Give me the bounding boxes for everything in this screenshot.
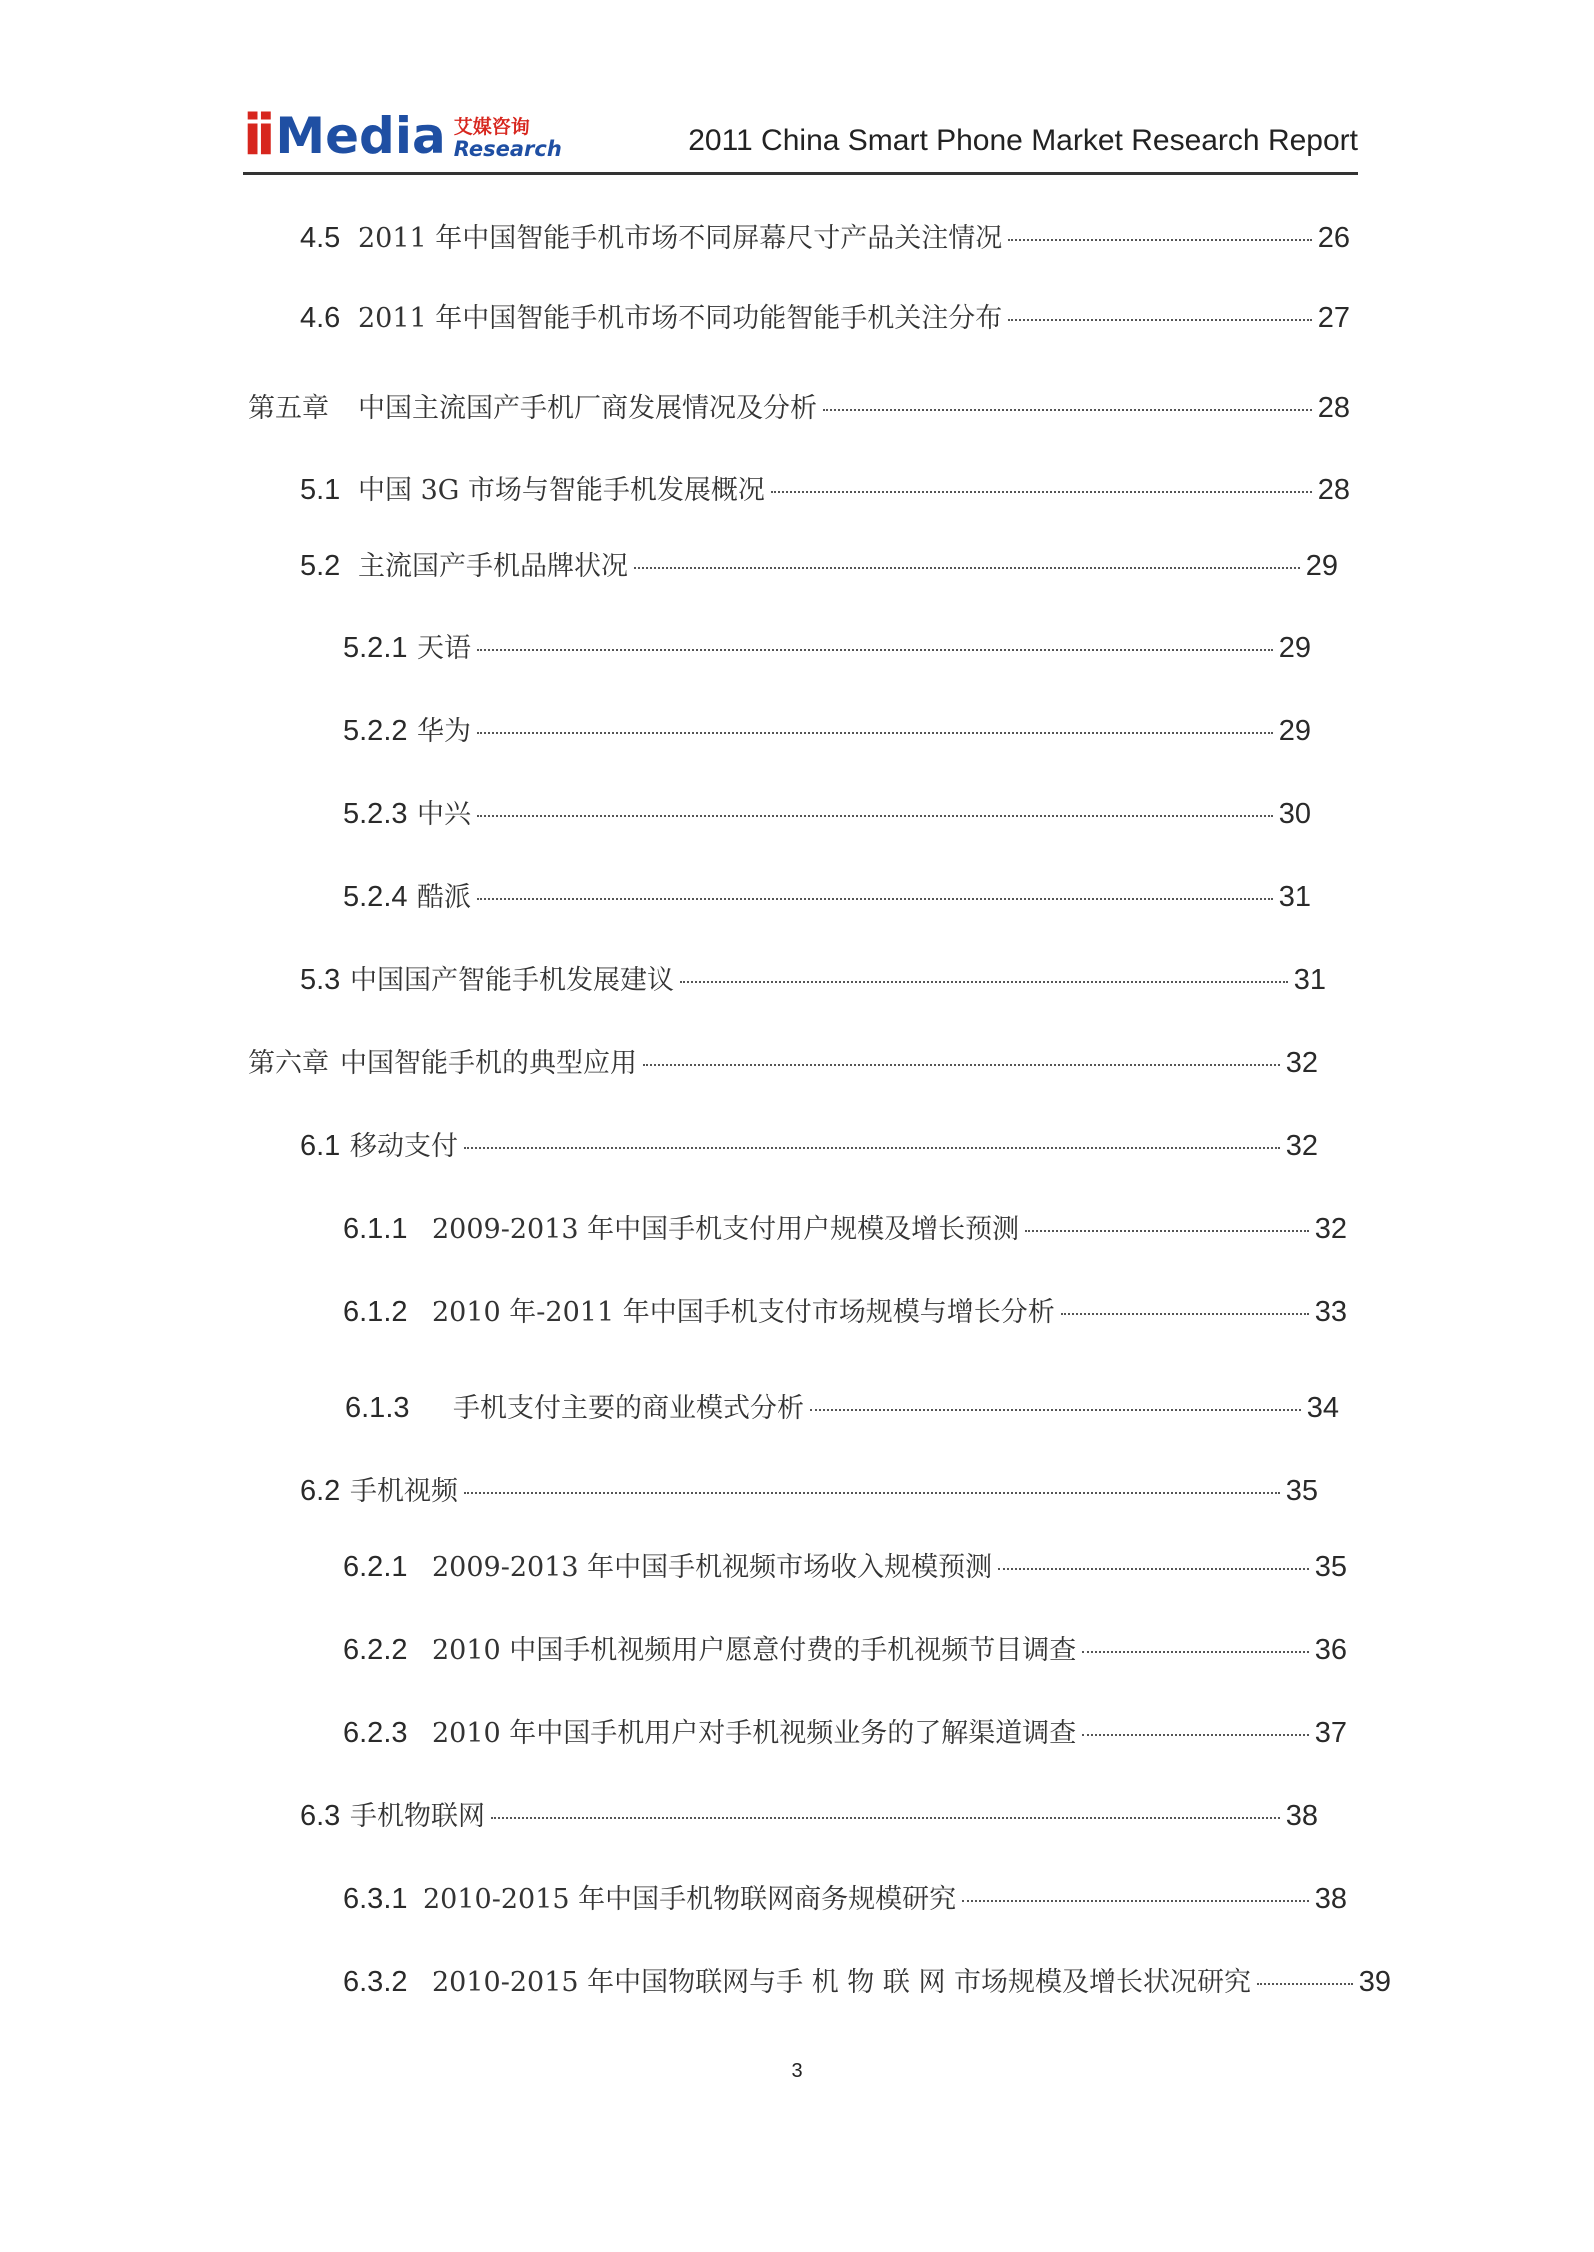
toc-leader [1257, 1982, 1353, 1985]
toc-entry[interactable] [300, 1471, 1318, 1512]
toc-entry[interactable] [248, 1043, 1318, 1084]
toc-entry-title: 华为 [417, 716, 471, 747]
toc-entry[interactable] [343, 628, 1311, 669]
toc-leader [491, 1816, 1280, 1819]
toc-entry-page: 32 [1314, 1213, 1347, 1245]
toc-entry-number: 5.1 [300, 474, 341, 506]
toc-entry-title: 2010-2015 年中国物联网与手 机 物 联 网 市场规模及增长状况研究 [432, 1967, 1252, 1998]
toc-entry[interactable] [300, 298, 1350, 339]
toc-entry-page: 32 [1285, 1047, 1318, 1079]
toc-leader [477, 648, 1273, 651]
page-header [243, 96, 1358, 175]
logo-media: Media [275, 107, 446, 165]
toc-entry-page: 29 [1305, 550, 1338, 582]
toc-entry-title: 中国主流国产手机厂商发展情况及分析 [358, 393, 817, 424]
toc-entry-number: 6.3.1 [343, 1883, 408, 1915]
toc-entry-page: 35 [1314, 1551, 1347, 1583]
toc-entry-number: 6.3.2 [343, 1966, 408, 1998]
toc-entry-page: 30 [1278, 798, 1311, 830]
toc-leader [1008, 318, 1311, 321]
toc-entry-page: 26 [1317, 222, 1350, 254]
toc-entry-title: 2011 年中国智能手机市场不同功能智能手机关注分布 [358, 303, 1003, 334]
toc-entry-title: 手机支付主要的商业模式分析 [453, 1393, 804, 1424]
toc-entry-page: 38 [1285, 1800, 1318, 1832]
toc-leader [634, 566, 1300, 569]
toc-entry[interactable] [300, 546, 1338, 587]
logo-research: Research [453, 137, 562, 161]
toc-entry-title: 2010 中国手机视频用户愿意付费的手机视频节目调查 [432, 1635, 1077, 1666]
toc-entry-title: 中国国产智能手机发展建议 [350, 965, 674, 996]
toc-entry[interactable] [300, 1796, 1318, 1837]
toc-entry-page: 37 [1314, 1717, 1347, 1749]
page-number: 3 [791, 2060, 803, 2082]
toc-entry-number: 6.2.3 [343, 1717, 408, 1749]
toc-entry-page: 32 [1285, 1130, 1318, 1162]
toc-entry[interactable] [300, 1126, 1318, 1167]
toc-entry[interactable] [300, 960, 1326, 1001]
toc-entry-page: 27 [1317, 302, 1350, 334]
toc-entry-page: 28 [1317, 392, 1350, 424]
toc-entry[interactable] [343, 877, 1311, 918]
toc-leader [464, 1491, 1280, 1494]
toc-entry-page: 29 [1278, 715, 1311, 747]
toc-entry-number: 6.1.1 [343, 1213, 408, 1245]
toc-entry[interactable] [345, 1388, 1339, 1429]
toc-entry-number: 6.2 [300, 1475, 341, 1507]
toc-entry-title: 主流国产手机品牌状况 [358, 551, 628, 582]
toc-entry[interactable] [343, 1630, 1347, 1671]
toc-entry[interactable] [248, 388, 1350, 429]
toc-leader [477, 814, 1273, 817]
toc-leader [998, 1567, 1309, 1570]
toc-entry-number: 5.2.2 [343, 715, 408, 747]
toc-entry-title: 中兴 [417, 799, 471, 830]
toc-entry-number: 5.2 [300, 550, 341, 582]
toc-entry-number: 6.1.2 [343, 1296, 408, 1328]
toc-entry[interactable] [343, 1879, 1347, 1920]
toc-leader [1082, 1733, 1308, 1736]
toc-entry-title: 中国智能手机的典型应用 [340, 1048, 637, 1079]
toc-leader [1025, 1229, 1309, 1232]
toc-entry-number: 5.2.4 [343, 881, 408, 913]
toc-entry-number: 第六章 [248, 1048, 329, 1079]
toc-entry[interactable] [343, 794, 1311, 835]
toc-entry-page: 34 [1306, 1392, 1339, 1424]
toc-leader [477, 731, 1273, 734]
toc-entry-title: 天语 [417, 633, 471, 664]
toc-leader [962, 1899, 1309, 1902]
toc-entry-page: 28 [1317, 474, 1350, 506]
toc-entry-number: 4.6 [300, 302, 341, 334]
toc-entry-number: 6.3 [300, 1800, 341, 1832]
toc-entry-number: 5.3 [300, 964, 341, 996]
toc-entry-page: 39 [1358, 1966, 1391, 1998]
logo-chinese: 艾媒咨询 [453, 116, 530, 138]
toc-leader [771, 490, 1312, 493]
toc-entry-title: 移动支付 [350, 1131, 458, 1162]
toc-entry-number: 5.2.3 [343, 798, 408, 830]
toc-leader [680, 980, 1288, 983]
toc-entry-number: 6.1.3 [345, 1392, 410, 1424]
toc-leader [810, 1408, 1301, 1411]
logo-ii: ii [243, 103, 270, 168]
toc-entry[interactable] [343, 1962, 1391, 2003]
toc-entry-title: 中国 3G 市场与智能手机发展概况 [358, 475, 765, 506]
toc-entry-page: 35 [1285, 1475, 1318, 1507]
toc-leader [1008, 238, 1311, 241]
toc-entry[interactable] [343, 711, 1311, 752]
toc-entry[interactable] [343, 1292, 1347, 1333]
toc-leader [1082, 1650, 1308, 1653]
toc-entry[interactable] [343, 1547, 1347, 1588]
toc-entry-page: 29 [1278, 632, 1311, 664]
toc-entry[interactable] [300, 470, 1350, 511]
toc-entry-number: 6.2.1 [343, 1551, 408, 1583]
logo-subtitle [454, 116, 562, 160]
toc-entry-title: 2010 年中国手机用户对手机视频业务的了解渠道调查 [432, 1718, 1077, 1749]
toc-entry-page: 31 [1278, 881, 1311, 913]
toc-leader [1061, 1312, 1309, 1315]
toc-leader [823, 408, 1312, 411]
toc-entry-title: 2009-2013 年中国手机支付用户规模及增长预测 [432, 1214, 1020, 1245]
toc-leader [643, 1063, 1280, 1066]
report-title: 2011 China Smart Phone Market Research Report [688, 124, 1358, 157]
toc-entry-number: 4.5 [300, 222, 341, 254]
toc-entry-page: 31 [1293, 964, 1326, 996]
toc-entry-number: 5.2.1 [343, 632, 408, 664]
toc-entry-title: 2010 年-2011 年中国手机支付市场规模与增长分析 [432, 1297, 1055, 1328]
toc-entry-title: 手机视频 [350, 1476, 458, 1507]
toc-entry-page: 38 [1314, 1883, 1347, 1915]
toc-entry-number: 第五章 [248, 393, 329, 424]
toc-entry-title: 酷派 [417, 882, 471, 913]
toc-leader [477, 897, 1273, 900]
toc-leader [464, 1146, 1280, 1149]
toc-entry-title: 2011 年中国智能手机市场不同屏幕尺寸产品关注情况 [358, 223, 1003, 254]
toc-entry[interactable] [343, 1209, 1347, 1250]
toc-entry[interactable] [300, 218, 1350, 259]
toc-entry-number: 6.1 [300, 1130, 341, 1162]
toc-entry-page: 33 [1314, 1296, 1347, 1328]
toc-entry-page: 36 [1314, 1634, 1347, 1666]
toc-entry-title: 2010-2015 年中国手机物联网商务规模研究 [423, 1884, 957, 1915]
toc-entry-title: 手机物联网 [350, 1801, 485, 1832]
iimedia-logo [243, 96, 562, 166]
toc-entry-title: 2009-2013 年中国手机视频市场收入规模预测 [432, 1552, 993, 1583]
toc-entry[interactable] [343, 1713, 1347, 1754]
toc-entry-number: 6.2.2 [343, 1634, 408, 1666]
